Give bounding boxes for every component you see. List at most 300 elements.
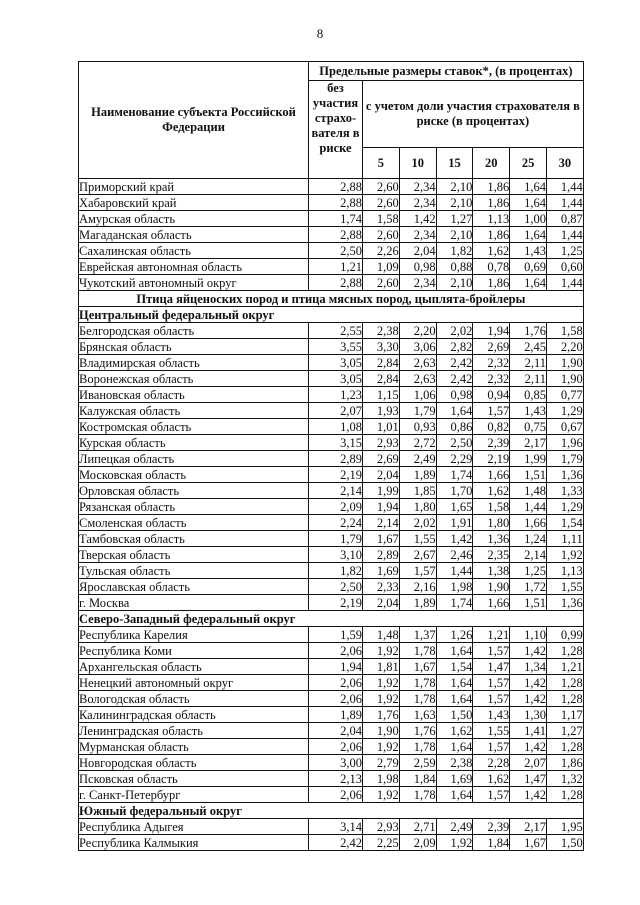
table-row	[79, 499, 584, 515]
rate-share: 1,89	[399, 595, 436, 611]
rate-share: 2,29	[436, 451, 473, 467]
rate-share: 1,33	[546, 483, 583, 499]
rate-base: 2,88	[309, 195, 363, 211]
region-name: Тульская область	[79, 563, 309, 579]
rate-share: 2,38	[363, 323, 400, 339]
district-title-row	[79, 803, 584, 819]
header-region-name: Наименование субъекта Российской Федерации	[79, 62, 309, 179]
rate-share: 2,07	[510, 755, 547, 771]
region-name: Орловская область	[79, 483, 309, 499]
rate-share: 0,86	[436, 419, 473, 435]
rate-share: 1,34	[510, 659, 547, 675]
rate-share: 1,64	[436, 739, 473, 755]
rate-share: 1,84	[473, 835, 510, 851]
rate-share: 1,69	[436, 771, 473, 787]
rate-share: 1,13	[473, 211, 510, 227]
rate-share: 2,14	[363, 515, 400, 531]
rate-base: 2,06	[309, 787, 363, 803]
region-name: Архангельская область	[79, 659, 309, 675]
table-row	[79, 787, 584, 803]
rate-base: 1,79	[309, 531, 363, 547]
rate-share: 1,38	[473, 563, 510, 579]
rate-share: 1,76	[363, 707, 400, 723]
rate-share: 1,86	[546, 755, 583, 771]
table-row	[79, 691, 584, 707]
rate-share: 1,28	[546, 787, 583, 803]
table-row	[79, 643, 584, 659]
region-name: Мурманская область	[79, 739, 309, 755]
rate-share: 1,64	[510, 195, 547, 211]
rate-share: 1,42	[436, 531, 473, 547]
rate-share: 2,50	[436, 435, 473, 451]
header-rates-title: Предельные размеры ставок*, (в процентах)	[309, 62, 584, 81]
rate-share: 2,34	[399, 227, 436, 243]
table-row	[79, 243, 584, 259]
rate-share: 1,78	[399, 739, 436, 755]
table-row	[79, 467, 584, 483]
rate-share: 1,66	[510, 515, 547, 531]
rate-share: 1,06	[399, 387, 436, 403]
rate-base: 2,06	[309, 739, 363, 755]
header-base-rate: без участия страхо-вателя в риске	[309, 81, 363, 179]
rate-share: 1,28	[546, 675, 583, 691]
header-share-title: с учетом доли участия страхователя в риске (в процентах)	[363, 81, 584, 148]
rate-share: 1,96	[546, 435, 583, 451]
rate-share: 1,67	[363, 531, 400, 547]
rate-share: 2,42	[436, 355, 473, 371]
region-name: Ярославская область	[79, 579, 309, 595]
rate-share: 2,72	[399, 435, 436, 451]
rate-share: 2,10	[436, 195, 473, 211]
rate-share: 2,17	[510, 435, 547, 451]
rate-share: 1,21	[546, 659, 583, 675]
rate-share: 1,25	[510, 563, 547, 579]
rate-share: 1,15	[363, 387, 400, 403]
rate-share: 1,41	[510, 723, 547, 739]
rate-share: 1,48	[363, 627, 400, 643]
region-name: Липецкая область	[79, 451, 309, 467]
rate-share: 1,66	[473, 467, 510, 483]
rate-share: 1,29	[546, 499, 583, 515]
rate-share: 1,10	[510, 627, 547, 643]
rate-share: 1,57	[473, 787, 510, 803]
rate-share: 1,78	[399, 691, 436, 707]
rate-share: 1,80	[399, 499, 436, 515]
rate-share: 2,10	[436, 227, 473, 243]
rate-share: 2,28	[473, 755, 510, 771]
table-row	[79, 547, 584, 563]
rate-share: 1,86	[473, 275, 510, 291]
table-row	[79, 483, 584, 499]
district-title-row	[79, 307, 584, 323]
table-row	[79, 595, 584, 611]
rate-share: 1,93	[363, 403, 400, 419]
rate-share: 1,44	[546, 227, 583, 243]
rate-share: 1,92	[436, 835, 473, 851]
rate-share: 2,34	[399, 275, 436, 291]
rate-base: 2,06	[309, 691, 363, 707]
rate-share: 1,50	[436, 707, 473, 723]
region-name: Чукотский автономный округ	[79, 275, 309, 291]
rate-share: 1,58	[546, 323, 583, 339]
rate-share: 1,92	[363, 739, 400, 755]
rate-base: 2,88	[309, 227, 363, 243]
rate-share: 1,44	[546, 195, 583, 211]
table-row	[79, 275, 584, 291]
rate-share: 1,50	[546, 835, 583, 851]
rate-share: 1,86	[473, 195, 510, 211]
rate-share: 2,32	[473, 371, 510, 387]
rate-share: 1,36	[546, 467, 583, 483]
rate-share: 2,20	[546, 339, 583, 355]
rate-share: 0,87	[546, 211, 583, 227]
region-name: Сахалинская область	[79, 243, 309, 259]
rate-share: 1,99	[363, 483, 400, 499]
rate-share: 1,36	[473, 531, 510, 547]
rate-share: 1,90	[546, 355, 583, 371]
rate-share: 1,28	[546, 691, 583, 707]
rate-share: 3,06	[399, 339, 436, 355]
rate-share: 1,24	[510, 531, 547, 547]
region-name: Московская область	[79, 467, 309, 483]
rate-share: 1,36	[546, 595, 583, 611]
table-row	[79, 371, 584, 387]
rate-share: 2,60	[363, 195, 400, 211]
rate-share: 2,35	[473, 547, 510, 563]
rate-base: 2,06	[309, 643, 363, 659]
rate-share: 1,11	[546, 531, 583, 547]
rate-share: 2,26	[363, 243, 400, 259]
rate-share: 1,57	[473, 643, 510, 659]
rate-share: 1,72	[510, 579, 547, 595]
rate-share: 1,44	[510, 499, 547, 515]
rate-share: 1,43	[473, 707, 510, 723]
rate-share: 1,28	[546, 643, 583, 659]
region-name: Костромская область	[79, 419, 309, 435]
rate-base: 2,50	[309, 579, 363, 595]
rate-base: 3,55	[309, 339, 363, 355]
rate-share: 1,25	[546, 243, 583, 259]
rate-share: 1,74	[436, 595, 473, 611]
rate-base: 2,24	[309, 515, 363, 531]
rate-base: 2,13	[309, 771, 363, 787]
rate-share: 0,85	[510, 387, 547, 403]
rate-share: 2,93	[363, 819, 400, 835]
region-name: Белгородская область	[79, 323, 309, 339]
rate-base: 1,74	[309, 211, 363, 227]
rate-share: 1,94	[363, 499, 400, 515]
rate-share: 1,57	[473, 403, 510, 419]
rate-share: 1,27	[436, 211, 473, 227]
rate-share: 2,04	[363, 467, 400, 483]
table-row	[79, 627, 584, 643]
region-name: Владимирская область	[79, 355, 309, 371]
rate-share: 1,29	[546, 403, 583, 419]
rate-share: 1,48	[510, 483, 547, 499]
rate-base: 1,82	[309, 563, 363, 579]
rate-share: 0,88	[436, 259, 473, 275]
table-row	[79, 579, 584, 595]
rate-base: 2,55	[309, 323, 363, 339]
rate-share: 2,49	[399, 451, 436, 467]
table-row	[79, 835, 584, 851]
rate-share: 2,04	[363, 595, 400, 611]
table-row	[79, 179, 584, 195]
rate-share: 2,02	[399, 515, 436, 531]
region-name: Магаданская область	[79, 227, 309, 243]
rate-share: 1,17	[546, 707, 583, 723]
rate-share: 1,42	[399, 211, 436, 227]
section-title-row	[79, 291, 584, 307]
table-row	[79, 515, 584, 531]
district-title: Центральный федеральный округ	[79, 307, 584, 323]
rate-share: 2,16	[399, 579, 436, 595]
rate-share: 2,14	[510, 547, 547, 563]
rate-share: 1,43	[510, 403, 547, 419]
region-name: Приморский край	[79, 179, 309, 195]
rate-share: 2,04	[399, 243, 436, 259]
rate-share: 2,67	[399, 547, 436, 563]
rate-base: 1,94	[309, 659, 363, 675]
rate-share: 1,86	[473, 179, 510, 195]
rate-share: 1,92	[546, 547, 583, 563]
rate-share: 2,71	[399, 819, 436, 835]
rate-share: 1,55	[473, 723, 510, 739]
region-name: Курская область	[79, 435, 309, 451]
rate-share: 1,62	[436, 723, 473, 739]
table-row	[79, 707, 584, 723]
rate-share: 1,27	[546, 723, 583, 739]
rate-share: 1,80	[473, 515, 510, 531]
rate-share: 1,94	[473, 323, 510, 339]
rate-share: 1,64	[436, 691, 473, 707]
rate-base: 2,14	[309, 483, 363, 499]
rate-share: 1,54	[546, 515, 583, 531]
table-row	[79, 387, 584, 403]
table-row	[79, 739, 584, 755]
rate-share: 1,82	[436, 243, 473, 259]
rate-share: 2,39	[473, 435, 510, 451]
rate-share: 1,57	[473, 675, 510, 691]
region-name: Воронежская область	[79, 371, 309, 387]
rate-share: 0,77	[546, 387, 583, 403]
rate-share: 1,76	[510, 323, 547, 339]
rate-share: 2,82	[436, 339, 473, 355]
rate-share: 1,85	[399, 483, 436, 499]
table-row	[79, 339, 584, 355]
rate-share: 1,44	[546, 275, 583, 291]
rate-share: 1,69	[363, 563, 400, 579]
page-number: 8	[316, 26, 324, 41]
rate-share: 1,32	[546, 771, 583, 787]
rate-share: 2,84	[363, 355, 400, 371]
rate-share: 1,98	[436, 579, 473, 595]
table-row	[79, 323, 584, 339]
rate-base: 2,06	[309, 675, 363, 691]
rate-share: 2,34	[399, 179, 436, 195]
rate-share: 2,63	[399, 371, 436, 387]
rate-share: 1,54	[436, 659, 473, 675]
table-row	[79, 451, 584, 467]
rate-share: 2,39	[473, 819, 510, 835]
rate-base: 2,07	[309, 403, 363, 419]
rate-share: 1,67	[510, 835, 547, 851]
rate-share: 2,42	[436, 371, 473, 387]
rate-share: 1,30	[510, 707, 547, 723]
rate-base: 3,05	[309, 355, 363, 371]
table-row	[79, 211, 584, 227]
table-row	[79, 563, 584, 579]
rate-share: 2,11	[510, 355, 547, 371]
rate-share: 1,64	[436, 787, 473, 803]
region-name: г. Санкт-Петербург	[79, 787, 309, 803]
region-name: Тамбовская область	[79, 531, 309, 547]
rate-share: 1,98	[363, 771, 400, 787]
rate-share: 1,21	[473, 627, 510, 643]
rate-share: 0,69	[510, 259, 547, 275]
rate-share: 1,51	[510, 467, 547, 483]
rate-share: 1,79	[546, 451, 583, 467]
rate-share: 0,98	[399, 259, 436, 275]
region-name: Республика Адыгея	[79, 819, 309, 835]
header-share-pct: 30	[546, 148, 583, 179]
rate-share: 1,78	[399, 643, 436, 659]
rate-share: 0,98	[436, 387, 473, 403]
table-row	[79, 531, 584, 547]
rate-share: 1,99	[510, 451, 547, 467]
rate-share: 1,43	[510, 243, 547, 259]
header-share-pct: 25	[510, 148, 547, 179]
rate-share: 0,60	[546, 259, 583, 275]
rate-share: 1,84	[399, 771, 436, 787]
rate-share: 1,90	[546, 371, 583, 387]
table-row	[79, 755, 584, 771]
rate-share: 1,44	[546, 179, 583, 195]
rate-base: 2,88	[309, 275, 363, 291]
rate-share: 2,60	[363, 227, 400, 243]
region-name: Вологодская область	[79, 691, 309, 707]
rate-share: 2,09	[399, 835, 436, 851]
region-name: Тверская область	[79, 547, 309, 563]
rate-share: 1,92	[363, 691, 400, 707]
rate-share: 1,57	[399, 563, 436, 579]
rate-share: 1,95	[546, 819, 583, 835]
rate-share: 1,90	[363, 723, 400, 739]
rate-share: 2,10	[436, 275, 473, 291]
rate-share: 1,92	[363, 675, 400, 691]
rate-share: 1,62	[473, 483, 510, 499]
rate-share: 0,67	[546, 419, 583, 435]
region-name: Псковская область	[79, 771, 309, 787]
table-body	[79, 179, 584, 851]
district-title: Южный федеральный округ	[79, 803, 584, 819]
rate-base: 1,08	[309, 419, 363, 435]
rates-table	[78, 61, 584, 851]
rate-share: 1,57	[473, 739, 510, 755]
rate-share: 1,58	[363, 211, 400, 227]
rate-base: 3,10	[309, 547, 363, 563]
region-name: Республика Карелия	[79, 627, 309, 643]
rate-base: 2,89	[309, 451, 363, 467]
region-name: Республика Коми	[79, 643, 309, 659]
rate-share: 1,64	[510, 227, 547, 243]
region-name: Новгородская область	[79, 755, 309, 771]
rate-share: 1,78	[399, 675, 436, 691]
district-title: Северо-Западный федеральный округ	[79, 611, 584, 627]
region-name: Хабаровский край	[79, 195, 309, 211]
table-row	[79, 403, 584, 419]
rate-share: 1,51	[510, 595, 547, 611]
rate-share: 1,90	[473, 579, 510, 595]
rate-base: 1,89	[309, 707, 363, 723]
rate-share: 2,25	[363, 835, 400, 851]
rate-share: 1,42	[510, 691, 547, 707]
table-row	[79, 723, 584, 739]
rate-share: 1,58	[473, 499, 510, 515]
table-row	[79, 675, 584, 691]
rate-share: 2,60	[363, 275, 400, 291]
rate-share: 1,67	[399, 659, 436, 675]
rate-share: 1,89	[399, 467, 436, 483]
rate-share: 2,93	[363, 435, 400, 451]
rate-base: 2,19	[309, 467, 363, 483]
rate-share: 1,37	[399, 627, 436, 643]
rate-share: 1,01	[363, 419, 400, 435]
rate-share: 1,66	[473, 595, 510, 611]
table-row	[79, 227, 584, 243]
rate-share: 0,78	[473, 259, 510, 275]
rate-share: 1,63	[399, 707, 436, 723]
rate-share: 1,64	[436, 643, 473, 659]
table-row	[79, 435, 584, 451]
rate-share: 2,79	[363, 755, 400, 771]
rate-base: 1,21	[309, 259, 363, 275]
rate-share: 1,13	[546, 563, 583, 579]
region-name: Брянская область	[79, 339, 309, 355]
rate-share: 2,45	[510, 339, 547, 355]
rate-share: 2,59	[399, 755, 436, 771]
rate-base: 3,05	[309, 371, 363, 387]
table-row	[79, 819, 584, 835]
rate-share: 1,81	[363, 659, 400, 675]
rate-share: 1,74	[436, 467, 473, 483]
rate-share: 2,34	[399, 195, 436, 211]
region-name: Ненецкий автономный округ	[79, 675, 309, 691]
rate-share: 2,02	[436, 323, 473, 339]
rate-share: 3,30	[363, 339, 400, 355]
rate-share: 1,62	[473, 771, 510, 787]
rate-base: 3,14	[309, 819, 363, 835]
rate-share: 1,55	[546, 579, 583, 595]
rate-base: 2,09	[309, 499, 363, 515]
rate-share: 1,42	[510, 787, 547, 803]
rate-share: 2,69	[473, 339, 510, 355]
header-share-pct: 5	[363, 148, 400, 179]
rate-share: 1,78	[399, 787, 436, 803]
rate-share: 1,55	[399, 531, 436, 547]
header-share-pct: 20	[473, 148, 510, 179]
rate-share: 1,64	[510, 179, 547, 195]
rate-share: 1,92	[363, 787, 400, 803]
rate-share: 2,46	[436, 547, 473, 563]
rate-share: 2,17	[510, 819, 547, 835]
rate-share: 1,65	[436, 499, 473, 515]
rate-share: 0,99	[546, 627, 583, 643]
rate-share: 1,57	[473, 691, 510, 707]
rate-share: 1,79	[399, 403, 436, 419]
rate-share: 0,75	[510, 419, 547, 435]
rate-share: 2,20	[399, 323, 436, 339]
